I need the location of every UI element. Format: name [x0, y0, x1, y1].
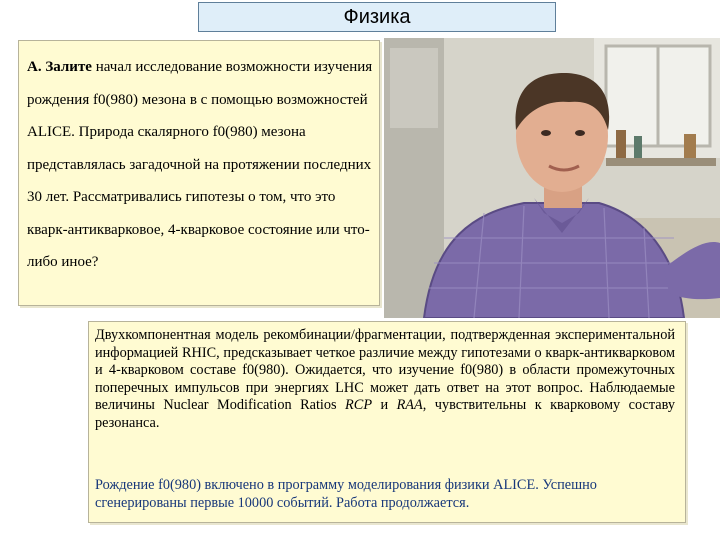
scientist-photo [384, 38, 720, 318]
summary-text-part2: , чувствительны к кварковому составу резонанса. [95, 397, 675, 431]
rcp-term: RCP [345, 397, 373, 414]
summary-text-box [88, 321, 686, 523]
slide-title-text: Физика [343, 5, 411, 28]
intro-author: А. Залите [27, 59, 92, 75]
summary-paragraph-1 [95, 327, 675, 433]
summary-paragraph-2: Рождение f0(980) включено в программу моделирования физики ALICE. Успешно сгенерированы первые 10000 событий. Работа продолжается. [95, 477, 597, 511]
raa-term: RAA [396, 397, 423, 414]
person-photo-icon [384, 38, 720, 318]
slide-title [198, 2, 556, 32]
intro-paragraph [27, 51, 373, 279]
intro-text-box [18, 40, 380, 306]
and-word: и [372, 397, 397, 414]
intro-text: начал исследование возможности изучения рождения f0(980) мезона в с помощью возможностей ALICE. Природа скалярного f0(980) мезона представлялась загадочной на протяжении последних 30 лет. Рассматривались гипотезы о том, что это кварк-антикварковое, 4-кварковое состояние или что-либо иное? [27, 59, 373, 270]
summary-text-part1: Двухкомпонентная модель рекомбинации/фрагментации, подтвержденная экспериментальной информацией RHIC, предсказывает четкое различие между гипотезами о кварк-антикварковом и 4-кварковом составе f0(980). Ожидается, что изучение f0(980) в области промежуточных поперечных импульсов при энергиях LHC может дать ответ на этот вопрос. Наблюдаемые величины Nuclear Modification Ratios [95, 327, 675, 414]
